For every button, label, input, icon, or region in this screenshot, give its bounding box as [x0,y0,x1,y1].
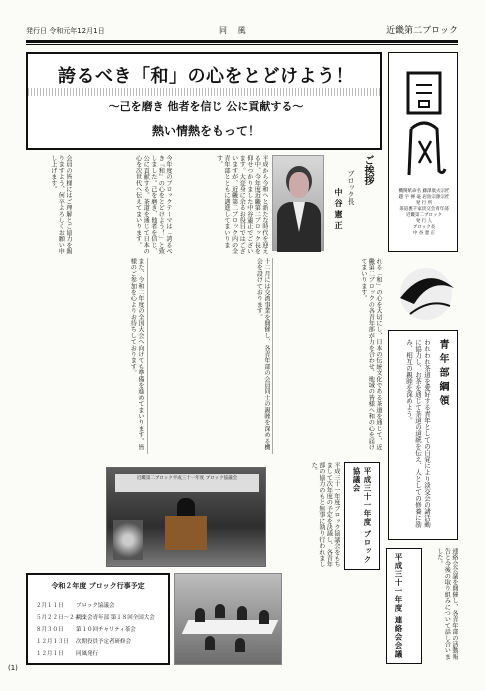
masthead-info: 機関紙命名 藤澤康夫宗匠 題 字 揮 毫 岩島宗源宗匠 発 行 所 茶道裏千家淡交会青年部 近畿第二ブロック 発 行 人 ブロック長 中 谷 憲 正 [398,189,450,236]
greeting-name: 中谷憲正 [334,188,344,232]
block-name: 近畿第二ブロック [386,26,458,36]
greeting-body-1: 平成から令和へと新たな時代を迎える中、今年度近畿第二ブロック長を仰せつかりました中谷憲正でございます。大変身に余るお役目ではございますが、近畿第二ブロック内の全青年部とともに邁進してまいります。 [215,155,268,255]
event-schedule [26,573,170,665]
newsletter-name: 同 風 [219,26,250,35]
youth-creed-title: 青年部綱領 [437,339,448,409]
issue-date: 発行日 令和元年12月1日 [26,27,105,35]
kyogikai-text: 平成三十一年度ブロック協議会をもちまして次年度の予定を決議し、各青年部の協力のもと無事に執り行われました。 [310,462,340,568]
column-divider [272,258,273,454]
header-rule [26,40,458,43]
sub-headline: ～己を磨き 他者を信じ 公に貢献する～ [108,100,304,113]
schedule-row: ５月２２日～２４日淡交会青年部 第１８回全国大会 [36,615,155,621]
greeting-body-3: 会員の皆様にはご理解とご協力を賜りますよう、何卒よろしくお願い申し上げます。 [49,155,72,255]
masthead [388,52,458,252]
page-number: (1) [8,664,18,672]
renrakukai-text: 連絡会会議を開催し、各青年部の活動報告と今後の取り組みについて話し合いました。 [435,548,458,660]
youth-creed-box [388,330,458,540]
greeting-body-2: 今年度のブロックテーマは「誇るべき『和』の心をとどけよう！」と致しました。己を磨き、他者を信じ、公に貢献する。茶道を通じて日本の心を次世代へ伝えてまいります。 [134,155,172,255]
greeting-title: ご挨拶 [362,155,373,185]
masthead-logo [399,65,449,185]
council-event-photo [106,467,266,567]
wave-circle-graphic [396,258,458,328]
renrakukai-title-box [386,548,422,664]
kyogikai-title: 平成三十一年度 ブロック協議会 [352,467,372,565]
header-rule-thin [26,44,458,45]
decorative-lines [28,88,380,96]
youth-creed-text: われわれ茶道を愛好する青年としての自覚により淡交会の諸活動に協力し、お茶を通じて茶道の道統を伝え、人としての修養に励み、相互の親睦を深めよう。 [405,339,431,528]
schedule-row: １２月１３日 次期役員予定者研修会 [36,639,132,645]
column-divider [147,258,148,454]
headline-box [26,52,382,150]
kyogikai-title-box [344,462,380,570]
main-headline: 誇るべき「和」の心をとどけよう！ [58,66,354,87]
greeting-role: ブロック長 [347,170,355,205]
page-header [26,22,458,38]
renrakukai-text-continued [288,573,382,665]
event-banner: 近畿第二ブロック平成三十一年度 ブロック協議会 [115,474,259,492]
president-photo [272,155,324,251]
renrakukai-title: 平成三十一年度 連絡会会議 [394,553,403,659]
kyogikai-text-continued [26,462,102,568]
schedule-row: ８月３０日 第１０回チャリティ茶会 [36,627,136,633]
schedule-title: 令和２年度 ブロック行事予定 [51,582,145,590]
greeting-body-4: れる「和」の心を大切にし、日本の伝統文化である茶道を通じて、近畿第二ブロックの各青年部が力を合わせ、地域の皆様へ和の心を届けてまいります。 [359,258,382,451]
greeting-body-6: また、令和二年度の全国大会へ向けても準備を進めてまいります。皆様のご参加を心よりお待ちしております。 [129,258,144,451]
schedule-row: ２月１１日 ブロック協議会 [36,603,115,609]
meeting-photo [174,573,282,665]
greeting-body-5: 十二月には交流事業を開催し、各青年部の会員同士の親睦を深める機会を設けております。 [255,258,270,451]
tagline: 熱い情熱をもって！ [151,124,260,138]
schedule-row: １２月１日 同風発行 [36,651,99,657]
